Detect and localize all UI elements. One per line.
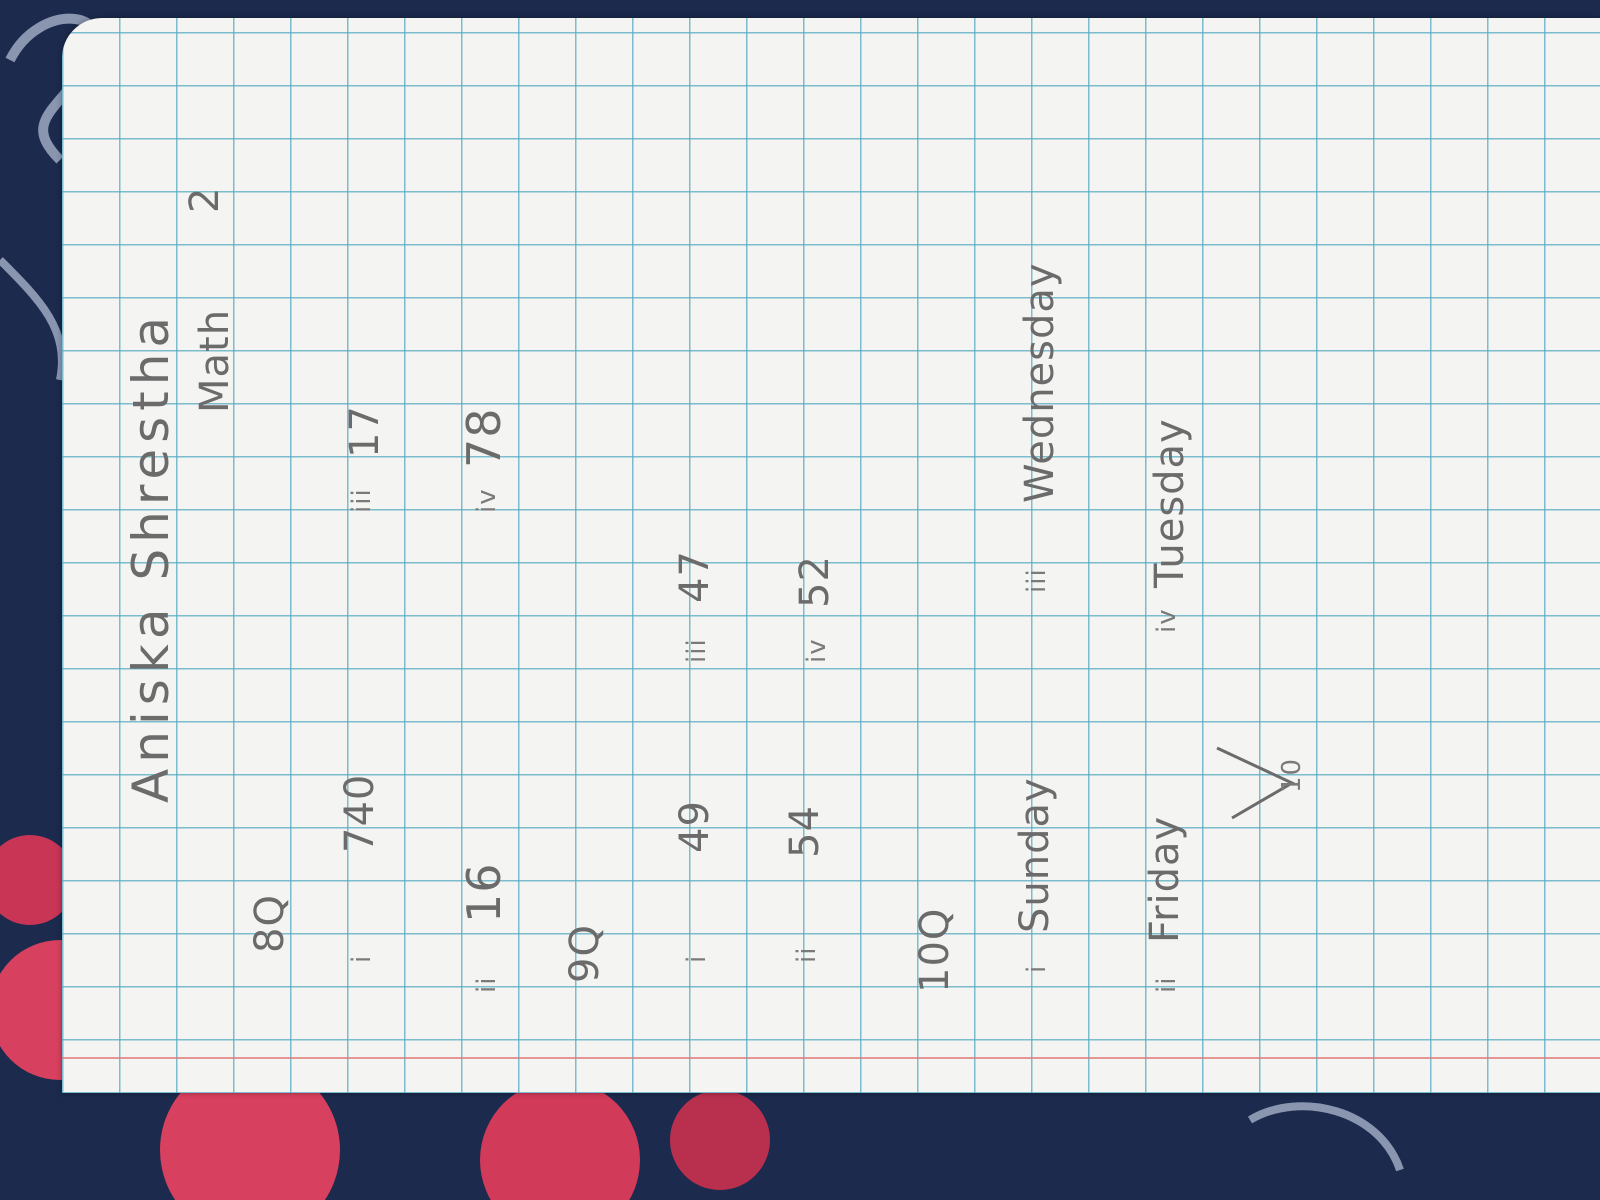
- answer-numeral: iii: [347, 488, 377, 513]
- answer-numeral: ii: [1152, 976, 1182, 993]
- rose-decoration: [670, 1090, 770, 1190]
- answer-value: 17: [342, 405, 388, 458]
- answer-value: Sunday: [1012, 777, 1058, 933]
- answer-value: 49: [672, 800, 718, 853]
- answer-value: Friday: [1142, 815, 1188, 943]
- answer-numeral: iv: [472, 488, 502, 513]
- page-number: 2: [182, 186, 228, 213]
- answer-value: 16: [457, 862, 511, 923]
- answer-value: Wednesday: [1017, 262, 1063, 503]
- subject-title: Math: [192, 308, 238, 413]
- notebook-page: [62, 18, 1600, 1093]
- answer-value: Tuesday: [1147, 418, 1193, 588]
- answer-value: 54: [782, 805, 828, 858]
- answer-value: 52: [792, 555, 838, 608]
- answer-value: 47: [672, 550, 718, 603]
- answer-value: 740: [337, 773, 383, 853]
- rose-decoration: [480, 1080, 640, 1200]
- handwriting-layer: [62, 0, 1600, 1093]
- answer-numeral: iv: [802, 638, 832, 663]
- student-name: Aniska Shrestha: [122, 310, 180, 803]
- question-label: 8Q: [247, 894, 293, 953]
- answer-numeral: i: [347, 954, 377, 963]
- question-label: 9Q: [562, 924, 608, 983]
- answer-numeral: i: [682, 954, 712, 963]
- answer-value: 78: [457, 407, 511, 468]
- answer-numeral: iii: [682, 638, 712, 663]
- answer-numeral: ii: [792, 946, 822, 963]
- answer-numeral: i: [1022, 964, 1052, 973]
- answer-numeral: iv: [1152, 608, 1182, 633]
- swirl-decoration: [0, 260, 62, 380]
- swirl-decoration: [1250, 1106, 1400, 1170]
- question-label: 10Q: [912, 907, 958, 993]
- grade-mark: 10: [1277, 757, 1307, 793]
- answer-numeral: ii: [472, 976, 502, 993]
- answer-numeral: iii: [1022, 568, 1052, 593]
